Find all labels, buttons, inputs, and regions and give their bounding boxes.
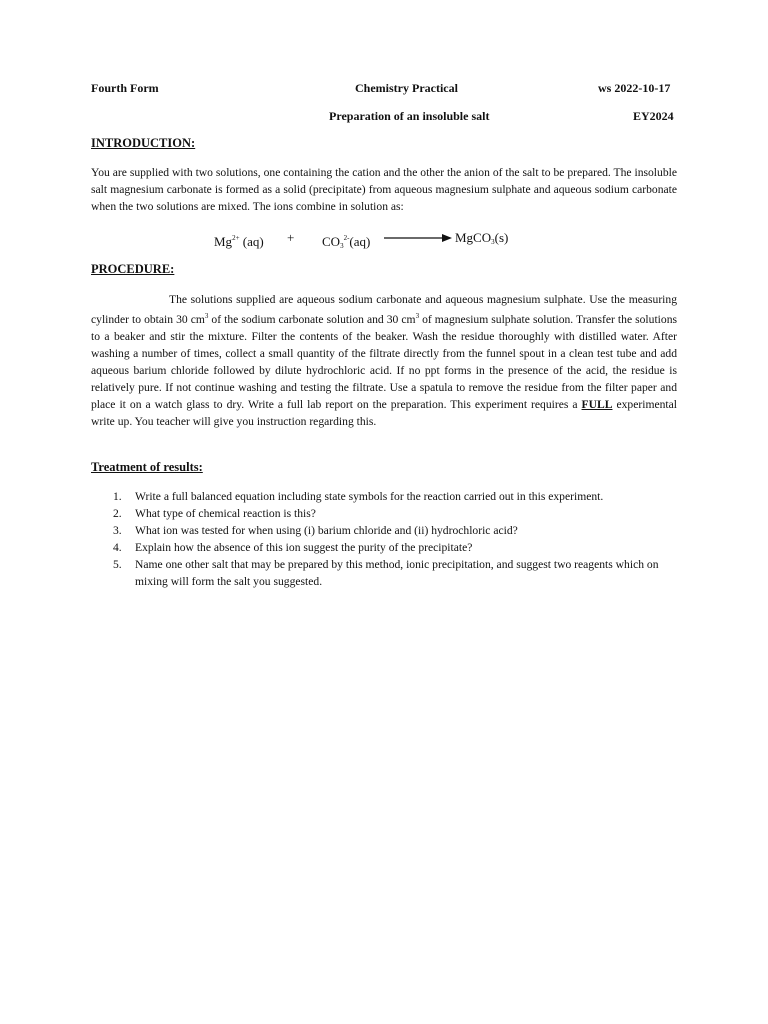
- worksheet-title: Preparation of an insoluble salt: [329, 109, 490, 123]
- worksheet-code: EY2024: [633, 109, 674, 123]
- equation-reactant-2: $CO_3^{2-}(aq)$: [322, 234, 371, 250]
- list-item: 2. What type of chemical reaction is this?: [113, 507, 316, 520]
- treatment-heading: Treatment of results:: [91, 460, 203, 474]
- form-label: Fourth Form: [91, 81, 159, 95]
- procedure-heading: PROCEDURE:: [91, 262, 175, 276]
- date-label: ws 2022-10-17: [598, 81, 671, 95]
- list-item: 4. Explain how the absence of this ion suggest the purity of the precipitate?: [113, 541, 473, 554]
- list-item: 1. Write a full balanced equation including state symbols for the reaction carried out in this experiment.: [113, 490, 604, 503]
- subject-label: Chemistry Practical: [355, 81, 458, 95]
- introduction-text: You are supplied with two solutions, one containing the cation and the other the anion of the salt to be prepared. The insoluble salt magnesium carbonate is formed as a solid (precipitate) from aqueous magnesium sulphate and aqueous sodium carbonate when the two solutions are mixed. The ions combine in solution as:: [91, 166, 677, 213]
- reaction-arrow-icon: [384, 233, 452, 243]
- full-emphasis: FULL: [581, 397, 613, 411]
- treatment-list: [91, 488, 677, 590]
- introduction-heading: INTRODUCTION:: [91, 136, 196, 150]
- equation-plus: +: [287, 230, 295, 245]
- equation-reactant-1: $Mg^{2+}$ (aq): [214, 234, 264, 249]
- equation-product: MgCO$_3$(s): [455, 230, 509, 246]
- list-item: 3. What ion was tested for when using (i) barium chloride and (ii) hydrochloric acid?: [113, 524, 518, 537]
- procedure-text: The solutions supplied are aqueous sodium carbonate and aqueous magnesium sulphate. Use the measuring cylinder to obtain 30 $cm^3$ of the sodium carbonate solution and 30 $cm^3$ of magnesium sulphate solution. Transfer the solutions to a beaker and stir the mixture. Filter the contents of the beaker. Wash the residue thoroughly with distilled water. After washing a number of times, collect a small quantity of the filtrate directly from the funnel spout in a clean test tube and add aqueous barium chloride followed by dilute hydrochloric acid. If no ppt forms in the presence of the acid, the residue is relatively pure. If not continue washing and testing the filtrate. Use a spatula to remove the residue from the filter paper and place it on a watch glass to dry. Write a full lab report on the preparation. This experiment requires a FULL experimental write up. You teacher will give you instruction regarding this.: [91, 293, 677, 428]
- list-item: 5. Name one other salt that may be prepared by this method, ionic precipitation, and suggest two reagents which on mixing will form the salt you suggested.: [113, 558, 659, 588]
